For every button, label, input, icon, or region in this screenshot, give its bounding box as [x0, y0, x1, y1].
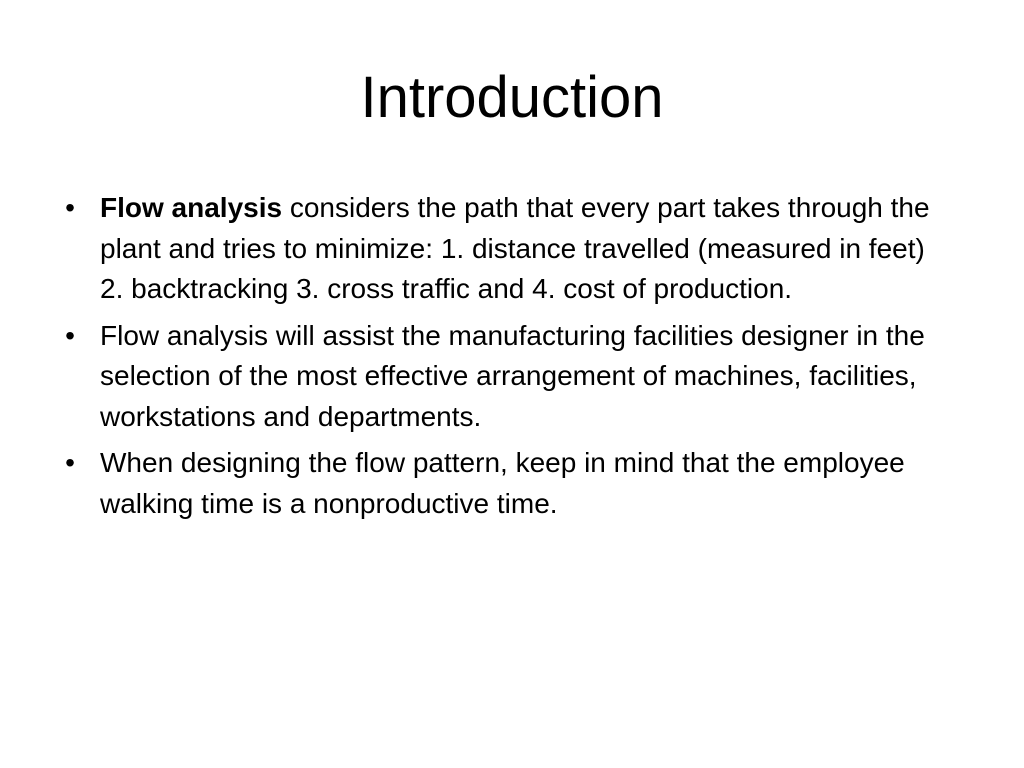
bullet-item-flow-analysis-definition — [60, 188, 950, 310]
bullet-text: considers the path that every part takes through the plant and tries to minimize: 1. distance travelled (measured in feet) 2. backtracking 3. cross traffic and 4. cost of production. — [100, 192, 930, 304]
bullet-text: Flow analysis will assist the manufacturing facilities designer in the selection of the most effective arrangement of machines, facilities, workstations and departments. — [100, 319, 925, 432]
bullet-marker: • — [65, 447, 75, 478]
slide-title: Introduction — [360, 65, 664, 130]
bullet-marker: • — [65, 192, 75, 223]
bullet-term: Flow analysis — [100, 192, 283, 223]
bullet-text: When designing the flow pattern, keep in mind that the employee walking time is a nonproductive time. — [100, 447, 905, 519]
bullet-item-walking-time — [60, 443, 950, 524]
bullet-item-flow-analysis-purpose — [60, 316, 950, 438]
bullet-marker: • — [65, 319, 75, 351]
bullet-list — [60, 188, 950, 530]
